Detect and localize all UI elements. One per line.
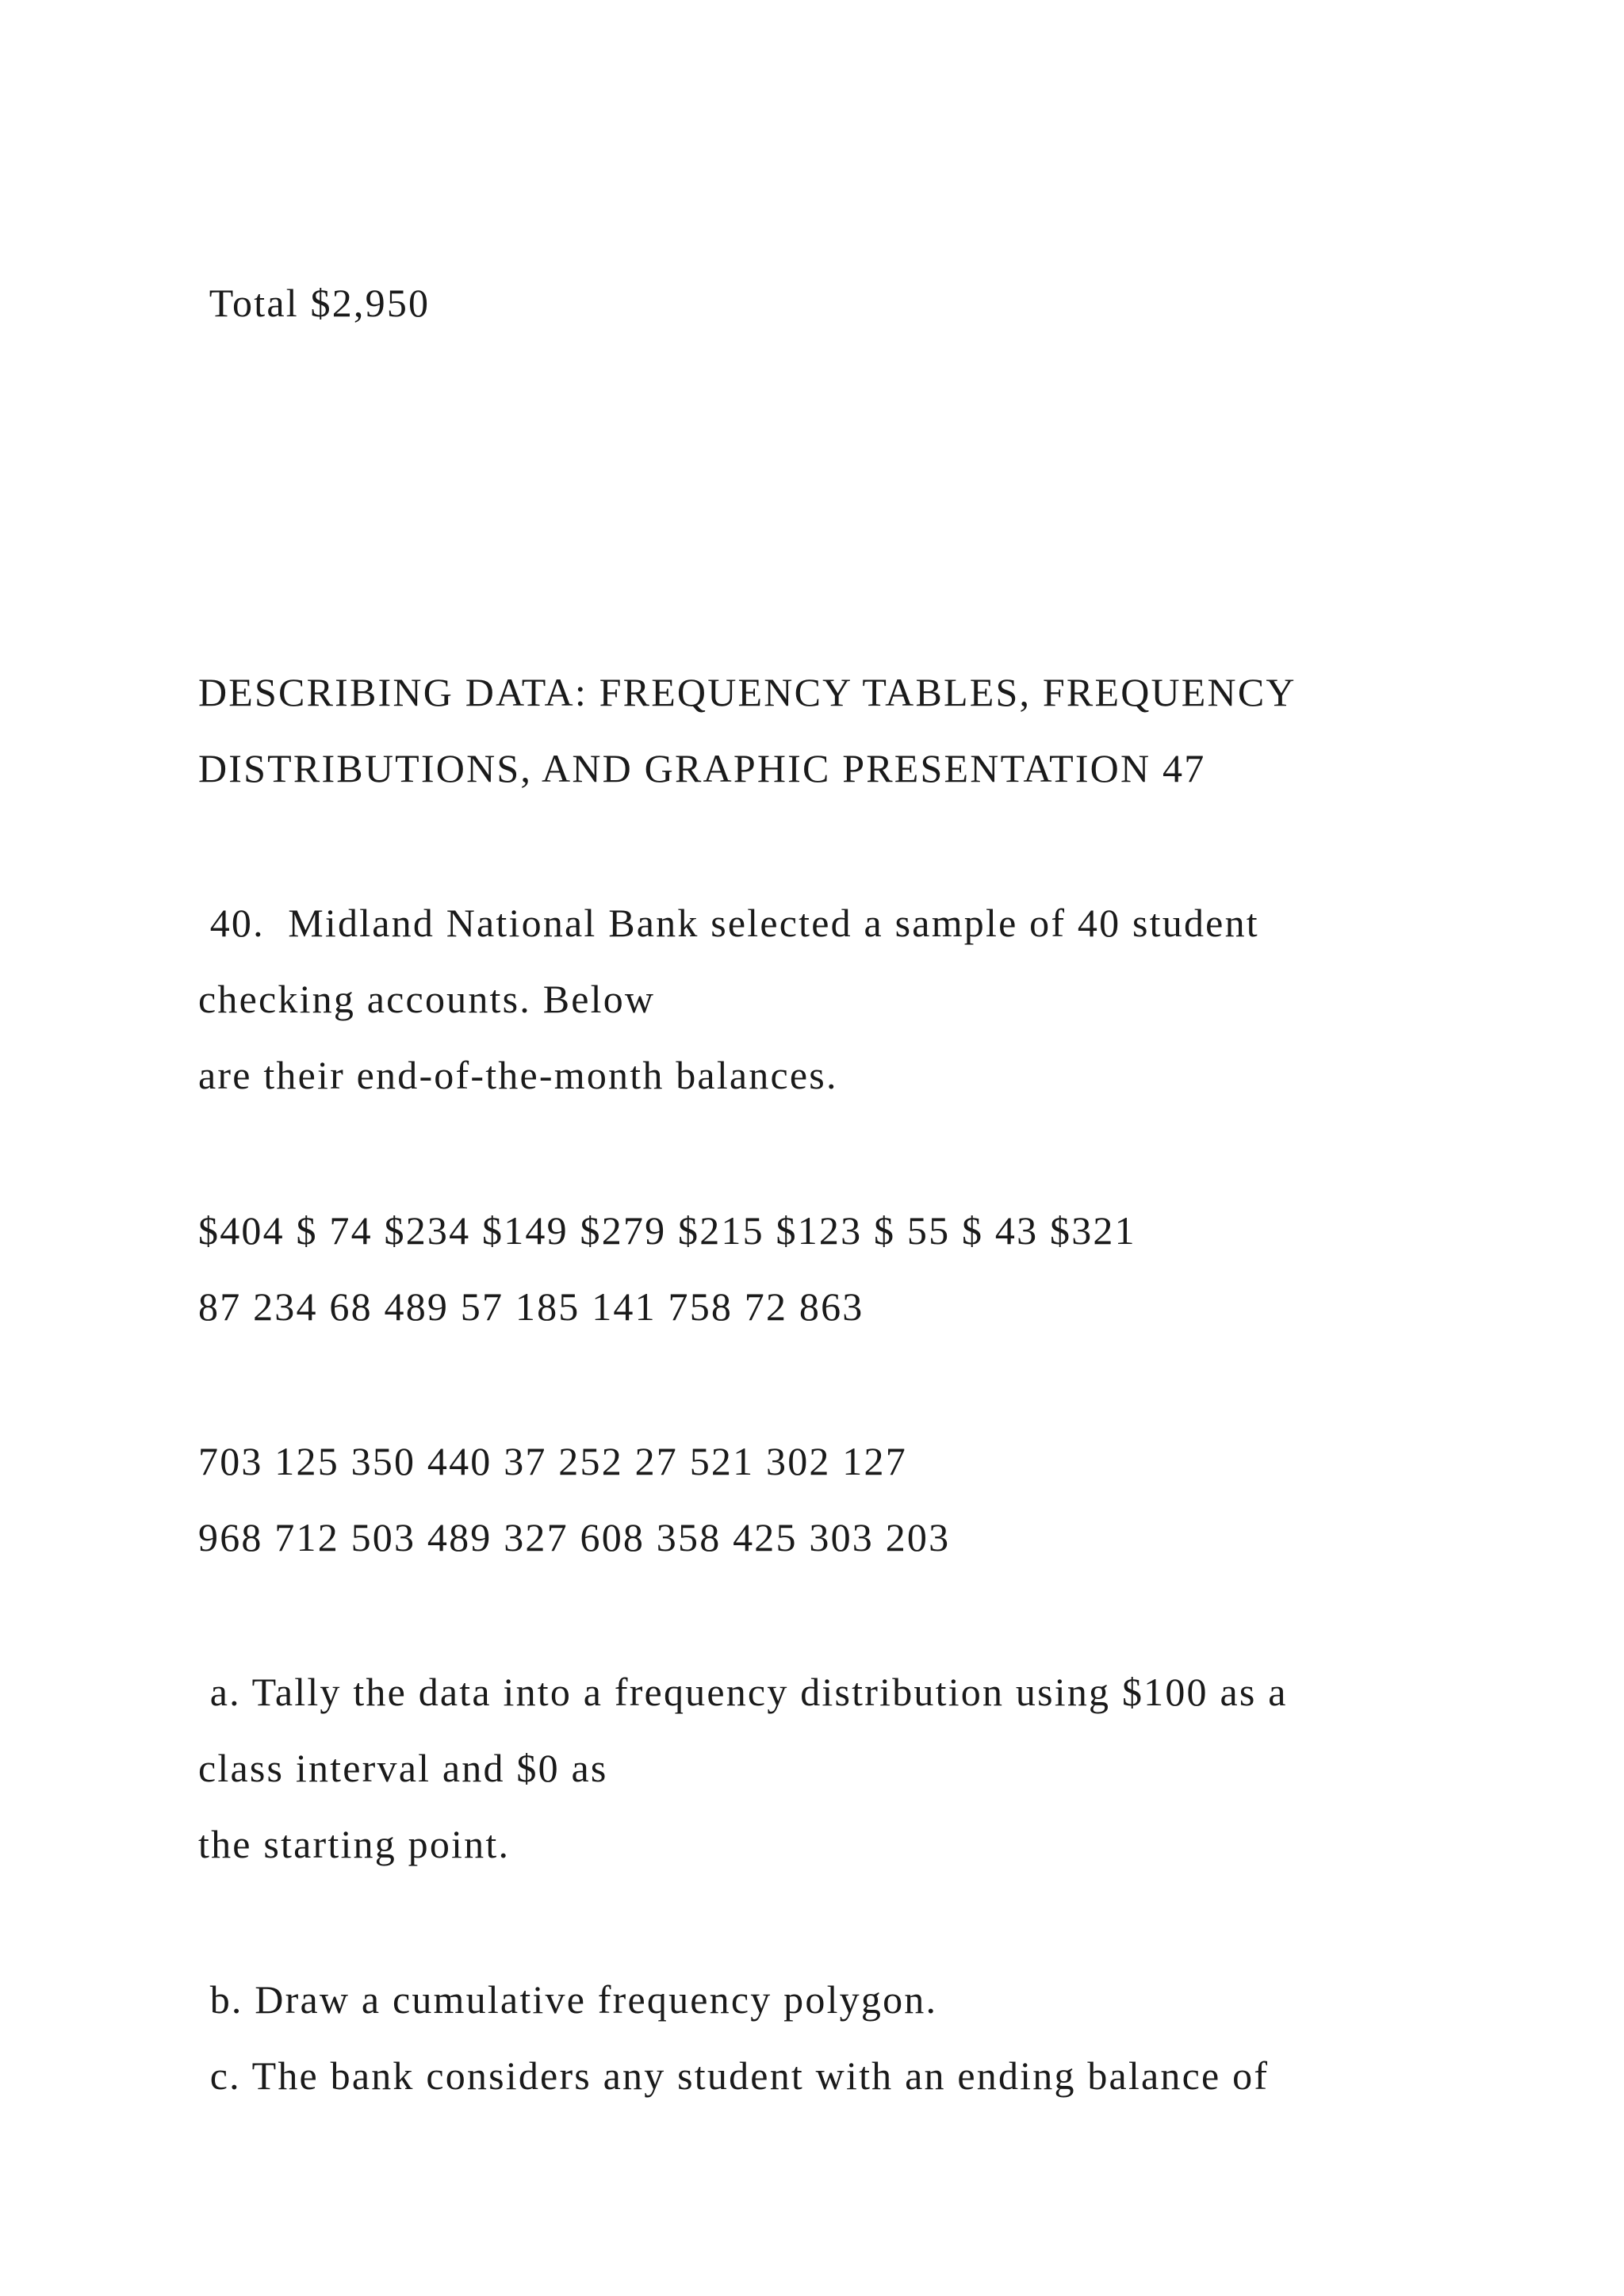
- data-row-3: 703 125 350 440 37 252 27 521 302 127: [198, 1439, 907, 1483]
- data-row-1: $404 $ 74 $234 $149 $279 $215 $123 $ 55 $ 43 $321: [198, 1208, 1136, 1253]
- part-b-line: b. Draw a cumulative frequency polygon.: [198, 1977, 938, 2022]
- total-line: Total $2,950: [198, 281, 431, 325]
- problem-40-line-3: are their end-of-the-month balances.: [198, 1053, 838, 1097]
- data-row-2: 87 234 68 489 57 185 141 758 72 863: [198, 1284, 864, 1329]
- problem-40-line-2: checking accounts. Below: [198, 977, 656, 1021]
- part-c-line: c. The bank considers any student with an ending balance of: [198, 2053, 1270, 2098]
- problem-40-line-1: 40. Midland National Bank selected a sample of 40 student: [198, 901, 1259, 945]
- part-a-line-1: a. Tally the data into a frequency distribution using $100 as a: [198, 1670, 1288, 1714]
- chapter-heading-line-1: DESCRIBING DATA: FREQUENCY TABLES, FREQUENCY: [198, 670, 1297, 714]
- part-a-line-2: class interval and $0 as: [198, 1746, 608, 1790]
- part-a-line-3: the starting point.: [198, 1822, 511, 1866]
- chapter-heading-line-2: DISTRIBUTIONS, AND GRAPHIC PRESENTATION 47: [198, 746, 1206, 790]
- data-row-4: 968 712 503 489 327 608 358 425 303 203: [198, 1515, 951, 1559]
